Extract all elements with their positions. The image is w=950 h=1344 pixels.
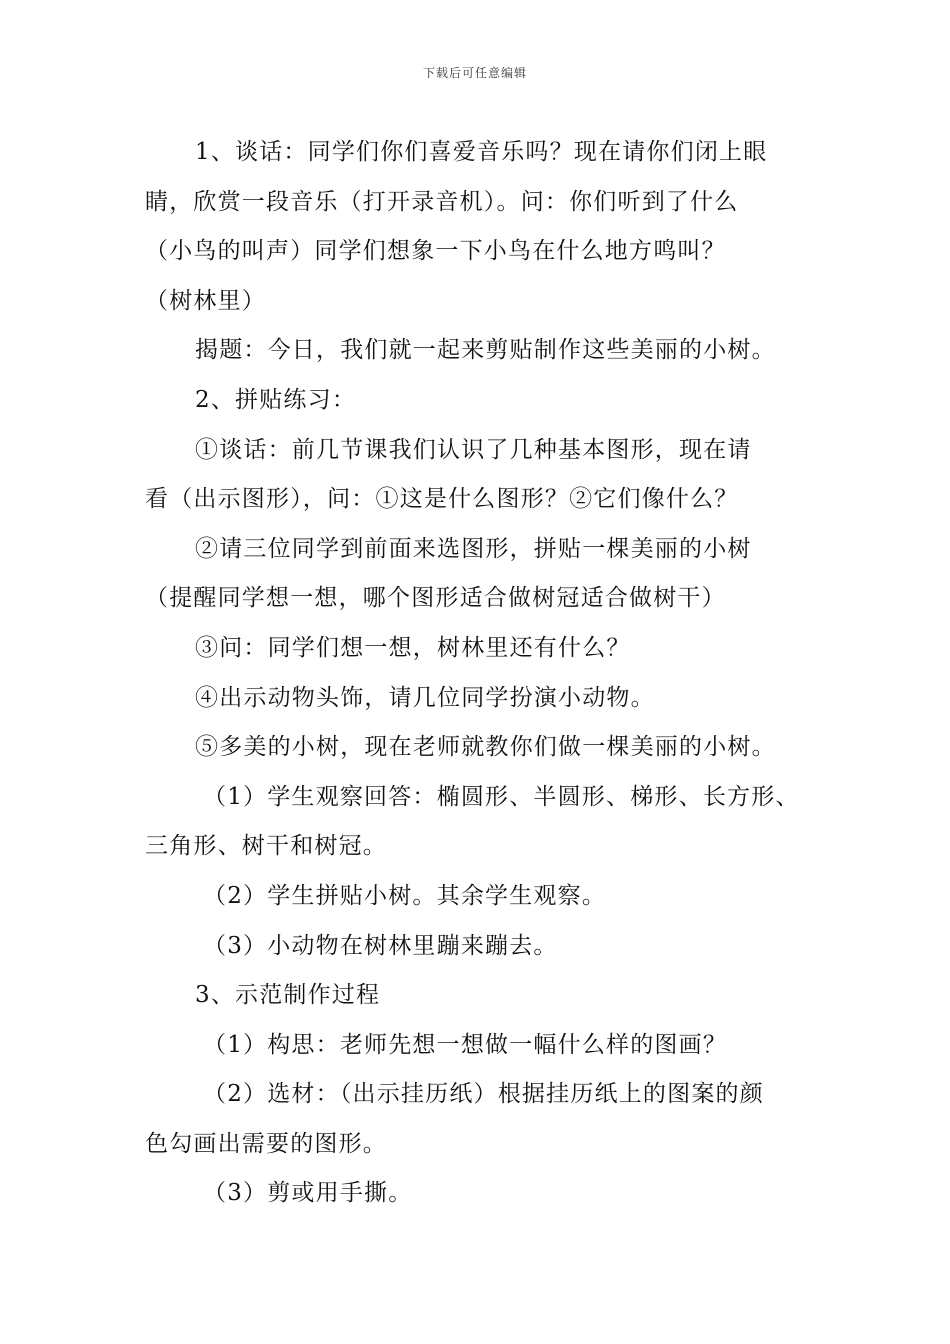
paragraph-line: （小鸟的叫声）同学们想象一下小鸟在什么地方鸣叫？	[145, 238, 726, 265]
paragraph-line: （树林里）	[145, 287, 266, 314]
paragraph-line: 睛，欣赏一段音乐（打开录音机）。问：你们听到了什么	[145, 188, 739, 215]
paragraph-line: （2）选材：（出示挂历纸）根据挂历纸上的图案的颜	[203, 1081, 764, 1108]
paragraph-line: （提醒同学想一想，哪个图形适合做树冠适合做树干）	[145, 585, 726, 612]
paragraph-line: 2、拼贴练习：	[195, 386, 357, 413]
paragraph-line: 色勾画出需要的图形。	[145, 1130, 387, 1157]
paragraph-line: 三角形、树干和树冠。	[145, 833, 387, 860]
paragraph-line: （1）构思：老师先想一想做一幅什么样的图画？	[203, 1031, 728, 1058]
paragraph-line: ②请三位同学到前面来选图形，拼贴一棵美丽的小树	[195, 535, 752, 562]
paragraph-line: 揭题：今日，我们就一起来剪贴制作这些美丽的小树。	[195, 337, 776, 364]
paragraph-line: ④出示动物头饰，请几位同学扮演小动物。	[195, 684, 655, 711]
page-header: 下载后可任意编辑	[422, 66, 527, 80]
document-body	[145, 128, 810, 1219]
paragraph-line: 1、谈话：同学们你们喜爱音乐吗？现在请你们闭上眼	[195, 139, 768, 165]
paragraph-line: （3）剪或用手撕。	[203, 1180, 413, 1207]
paragraph-line: （3）小动物在树林里蹦来蹦去。	[203, 932, 558, 959]
paragraph-line: ③问：同学们想一想，树林里还有什么？	[195, 634, 631, 661]
paragraph-line: （1）学生观察回答：椭圆形、半圆形、梯形、长方形、	[203, 783, 800, 810]
paragraph-line: ①谈话：前几节课我们认识了几种基本图形，现在请	[195, 436, 752, 463]
paragraph-line: （2）学生拼贴小树。其余学生观察。	[203, 882, 607, 909]
paragraph-line: ⑤多美的小树，现在老师就教你们做一棵美丽的小树。	[195, 734, 776, 761]
paragraph-line: 3、示范制作过程	[195, 982, 381, 1009]
paragraph-line: 看（出示图形），问：①这是什么图形？②它们像什么？	[145, 486, 739, 513]
